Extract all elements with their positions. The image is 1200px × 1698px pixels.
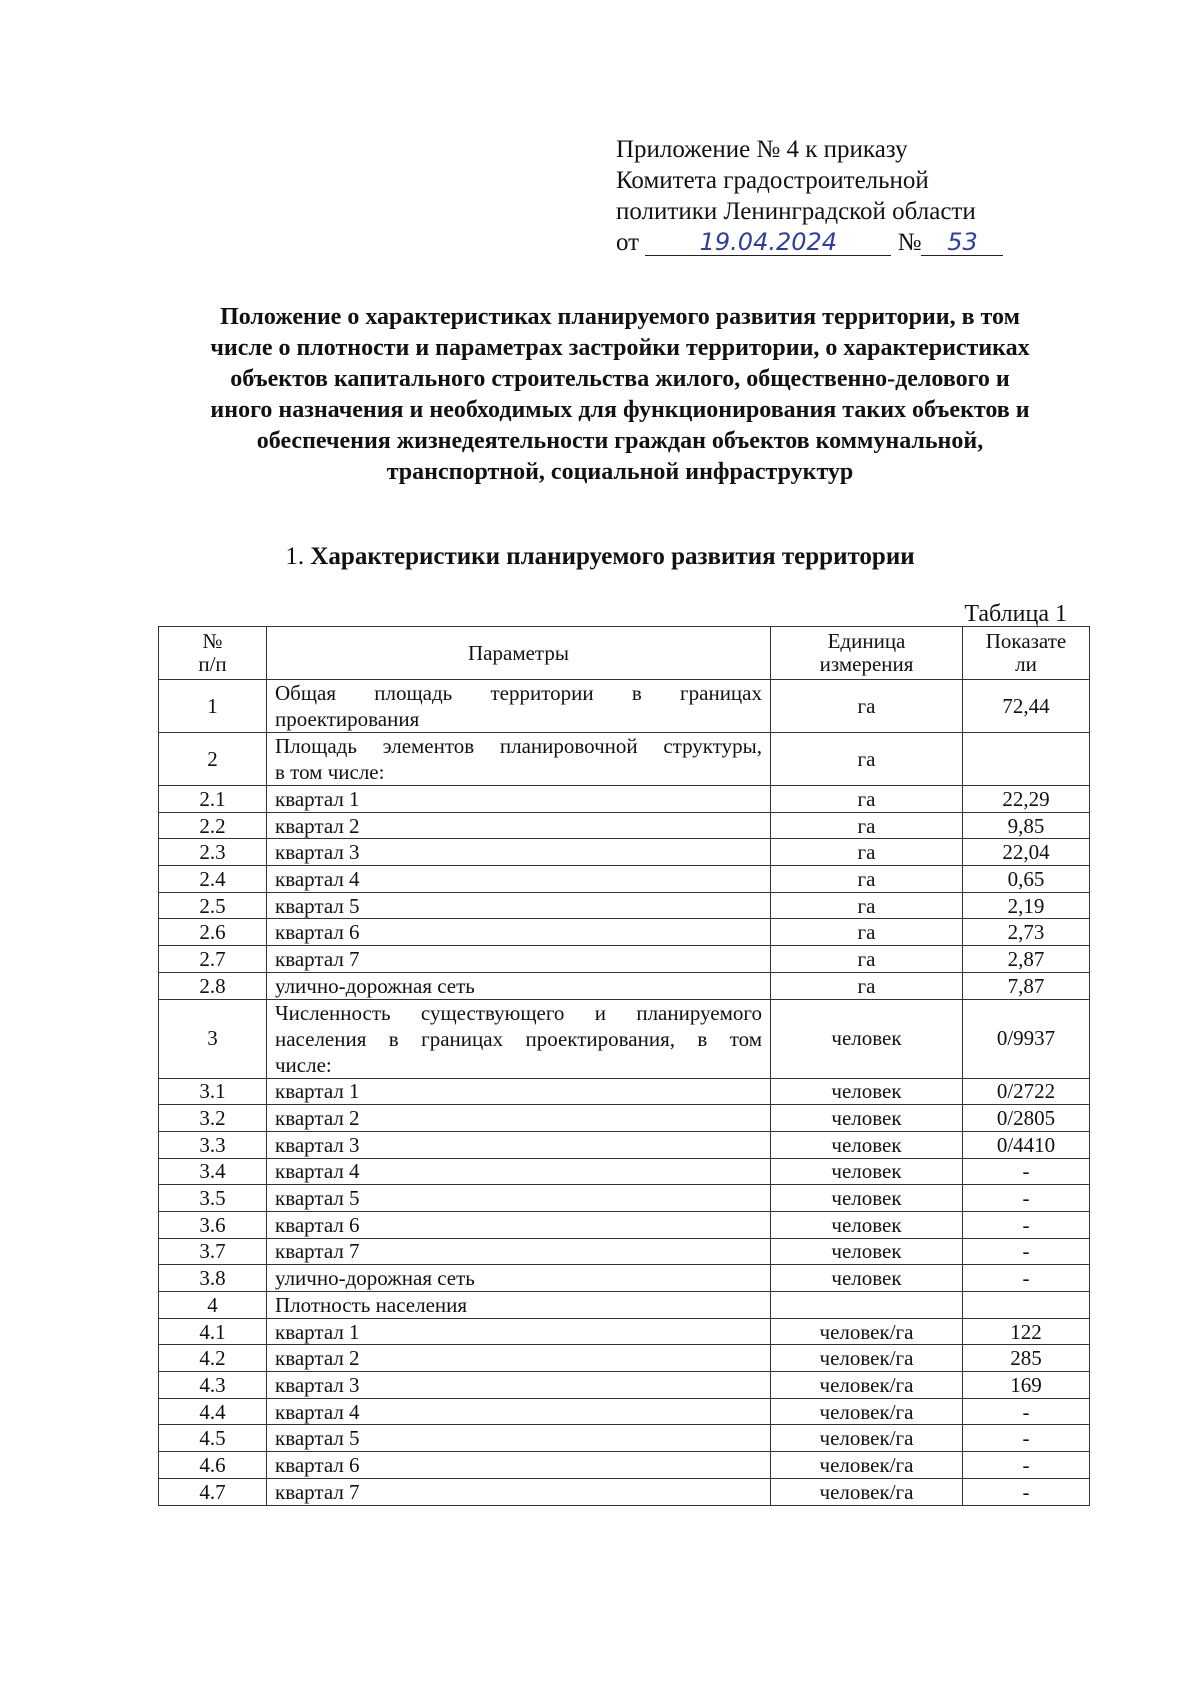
row-unit: человек xyxy=(771,1265,963,1292)
row-number: 4.1 xyxy=(159,1318,267,1345)
row-number: 2.6 xyxy=(159,919,267,946)
row-value: 285 xyxy=(963,1345,1090,1372)
number-label: № xyxy=(897,229,922,256)
row-value: - xyxy=(963,1398,1090,1425)
title-line: иного назначения и необходимых для функционирования таких объектов и xyxy=(210,397,1030,423)
document-title xyxy=(140,302,1100,488)
row-value: - xyxy=(963,1452,1090,1479)
row-parameter: квартал 3 xyxy=(267,839,771,866)
header-number: № п/п xyxy=(159,627,267,680)
table-header-row xyxy=(159,627,1090,680)
row-number: 2.7 xyxy=(159,946,267,973)
table-row xyxy=(159,1238,1090,1265)
row-number: 4.2 xyxy=(159,1345,267,1372)
row-parameter: квартал 1 xyxy=(267,786,771,813)
title-line: обеспечения жизнедеятельности граждан объектов коммунальной, xyxy=(256,428,984,454)
row-unit: га xyxy=(771,919,963,946)
row-number: 4 xyxy=(159,1292,267,1319)
row-parameter: квартал 6 xyxy=(267,1452,771,1479)
row-parameter: Плотность населения xyxy=(267,1292,771,1319)
table-row xyxy=(159,1292,1090,1319)
attachment-date-line xyxy=(616,227,1036,258)
row-number: 3.7 xyxy=(159,1238,267,1265)
order-date: 19.04.2024 xyxy=(645,229,891,256)
row-value: - xyxy=(963,1158,1090,1185)
row-parameter: квартал 5 xyxy=(267,1425,771,1452)
row-parameter: квартал 3 xyxy=(267,1372,771,1399)
row-value: 0,65 xyxy=(963,866,1090,893)
row-number: 2 xyxy=(159,733,267,786)
row-unit: человек xyxy=(771,1105,963,1132)
row-parameter: квартал 5 xyxy=(267,1185,771,1212)
row-unit: человек/га xyxy=(771,1425,963,1452)
header-value: Показате ли xyxy=(963,627,1090,680)
table-row xyxy=(159,839,1090,866)
row-number: 4.6 xyxy=(159,1452,267,1479)
row-unit: человек/га xyxy=(771,1318,963,1345)
title-line: Положение о характеристиках планируемого развития территории, в том xyxy=(220,304,1020,330)
row-unit: га xyxy=(771,892,963,919)
attachment-line-2: Комитета градостроительной xyxy=(616,167,929,194)
row-unit: человек/га xyxy=(771,1452,963,1479)
table-row xyxy=(159,946,1090,973)
row-unit: человек/га xyxy=(771,1398,963,1425)
row-value: - xyxy=(963,1211,1090,1238)
row-unit: человек xyxy=(771,1238,963,1265)
table-row xyxy=(159,1078,1090,1105)
header-parameters: Параметры xyxy=(267,627,771,680)
attachment-block xyxy=(616,134,1036,258)
row-unit: человек/га xyxy=(771,1345,963,1372)
row-parameter: улично-дорожная сеть xyxy=(267,972,771,999)
row-value: 0/4410 xyxy=(963,1131,1090,1158)
row-number: 3.6 xyxy=(159,1211,267,1238)
row-unit: человек xyxy=(771,1185,963,1212)
row-parameter: квартал 4 xyxy=(267,1398,771,1425)
parameter-line: населения в границах проектирования, в том xyxy=(275,1026,762,1051)
row-value: 9,85 xyxy=(963,812,1090,839)
parameter-line: числе: xyxy=(275,1052,332,1077)
row-value: - xyxy=(963,1478,1090,1505)
parameter-line: Площадь элементов планировочной структуры, xyxy=(275,734,762,758)
title-line: транспортной, социальной инфраструктур xyxy=(386,459,854,485)
row-number: 3.2 xyxy=(159,1105,267,1132)
row-parameter: улично-дорожная сеть xyxy=(267,1265,771,1292)
row-number: 2.3 xyxy=(159,839,267,866)
row-number: 3.3 xyxy=(159,1131,267,1158)
row-value xyxy=(963,733,1090,786)
row-unit: человек xyxy=(771,1158,963,1185)
table-row xyxy=(159,972,1090,999)
row-number: 3.4 xyxy=(159,1158,267,1185)
row-value: - xyxy=(963,1238,1090,1265)
row-unit xyxy=(771,1292,963,1319)
row-unit: га xyxy=(771,786,963,813)
row-unit: га xyxy=(771,866,963,893)
table-row xyxy=(159,1265,1090,1292)
parameter-line: в том числе: xyxy=(275,760,385,784)
row-number: 2.1 xyxy=(159,786,267,813)
row-value: 2,73 xyxy=(963,919,1090,946)
row-unit: человек xyxy=(771,1131,963,1158)
row-value: 72,44 xyxy=(963,680,1090,733)
row-unit: га xyxy=(771,680,963,733)
row-value: 0/2722 xyxy=(963,1078,1090,1105)
title-line: объектов капитального строительства жилого, общественно-делового и xyxy=(230,366,1010,392)
table-row xyxy=(159,1452,1090,1479)
row-value: - xyxy=(963,1185,1090,1212)
table-row xyxy=(159,1185,1090,1212)
table-row xyxy=(159,866,1090,893)
row-parameter: квартал 4 xyxy=(267,866,771,893)
table-row xyxy=(159,680,1090,733)
title-line: числе о плотности и параметрах застройки территории, о характеристиках xyxy=(210,335,1030,361)
row-number: 3 xyxy=(159,999,267,1078)
row-unit: га xyxy=(771,839,963,866)
row-value: 7,87 xyxy=(963,972,1090,999)
row-parameter: квартал 7 xyxy=(267,1238,771,1265)
row-parameter: квартал 7 xyxy=(267,946,771,973)
header-unit: Единица измерения xyxy=(771,627,963,680)
row-number: 4.5 xyxy=(159,1425,267,1452)
table-row xyxy=(159,892,1090,919)
row-value: 169 xyxy=(963,1372,1090,1399)
row-parameter: квартал 2 xyxy=(267,1105,771,1132)
row-value: 0/9937 xyxy=(963,999,1090,1078)
parameter-line: Численность существующего и планируемого xyxy=(275,1000,762,1025)
attachment-line-1: Приложение № 4 к приказу xyxy=(616,136,908,163)
row-value: 122 xyxy=(963,1318,1090,1345)
row-parameter xyxy=(267,733,771,786)
table-row xyxy=(159,1158,1090,1185)
table-row xyxy=(159,1211,1090,1238)
row-unit: га xyxy=(771,733,963,786)
row-number: 2.2 xyxy=(159,812,267,839)
table-body xyxy=(159,680,1090,1506)
table-row xyxy=(159,1105,1090,1132)
row-value xyxy=(963,1292,1090,1319)
row-number: 1 xyxy=(159,680,267,733)
row-number: 2.8 xyxy=(159,972,267,999)
table-row xyxy=(159,919,1090,946)
row-parameter: квартал 4 xyxy=(267,1158,771,1185)
row-value: - xyxy=(963,1425,1090,1452)
row-parameter xyxy=(267,999,771,1078)
row-number: 4.4 xyxy=(159,1398,267,1425)
table-row xyxy=(159,1372,1090,1399)
row-value: 0/2805 xyxy=(963,1105,1090,1132)
row-number: 3.5 xyxy=(159,1185,267,1212)
table-row xyxy=(159,786,1090,813)
row-unit: человек xyxy=(771,999,963,1078)
row-number: 2.4 xyxy=(159,866,267,893)
row-unit: человек xyxy=(771,1078,963,1105)
row-value: 2,87 xyxy=(963,946,1090,973)
row-value: - xyxy=(963,1265,1090,1292)
table-row xyxy=(159,1398,1090,1425)
section-number: 1. xyxy=(285,543,305,570)
row-unit: человек/га xyxy=(771,1372,963,1399)
table-row xyxy=(159,1345,1090,1372)
table-row xyxy=(159,1478,1090,1505)
table-row xyxy=(159,733,1090,786)
row-value: 2,19 xyxy=(963,892,1090,919)
row-parameter: квартал 7 xyxy=(267,1478,771,1505)
row-unit: человек xyxy=(771,1211,963,1238)
table-row xyxy=(159,812,1090,839)
row-parameter: квартал 2 xyxy=(267,1345,771,1372)
row-parameter: квартал 1 xyxy=(267,1078,771,1105)
row-parameter: квартал 5 xyxy=(267,892,771,919)
row-number: 3.1 xyxy=(159,1078,267,1105)
row-parameter: квартал 3 xyxy=(267,1131,771,1158)
table-caption: Таблица 1 xyxy=(964,601,1067,627)
from-label: от xyxy=(616,229,640,256)
parameter-line: проектирования xyxy=(275,707,420,731)
row-unit: га xyxy=(771,946,963,973)
row-value: 22,29 xyxy=(963,786,1090,813)
row-parameter: квартал 6 xyxy=(267,1211,771,1238)
attachment-line-3: политики Ленинградской области xyxy=(616,198,976,225)
table-row xyxy=(159,1425,1090,1452)
row-unit: га xyxy=(771,972,963,999)
row-parameter xyxy=(267,680,771,733)
row-number: 4.7 xyxy=(159,1478,267,1505)
row-parameter: квартал 6 xyxy=(267,919,771,946)
row-number: 4.3 xyxy=(159,1372,267,1399)
section-heading xyxy=(0,542,1200,572)
row-number: 3.8 xyxy=(159,1265,267,1292)
row-unit: человек/га xyxy=(771,1478,963,1505)
row-parameter: квартал 2 xyxy=(267,812,771,839)
row-parameter: квартал 1 xyxy=(267,1318,771,1345)
section-title: Характеристики планируемого развития территории xyxy=(310,543,915,570)
order-number: 53 xyxy=(921,229,1003,256)
table-row xyxy=(159,1131,1090,1158)
table-row xyxy=(159,999,1090,1078)
table-row xyxy=(159,1318,1090,1345)
row-number: 2.5 xyxy=(159,892,267,919)
row-value: 22,04 xyxy=(963,839,1090,866)
parameter-line: Общая площадь территории в границах xyxy=(275,681,762,705)
characteristics-table xyxy=(158,626,1090,1506)
row-unit: га xyxy=(771,812,963,839)
